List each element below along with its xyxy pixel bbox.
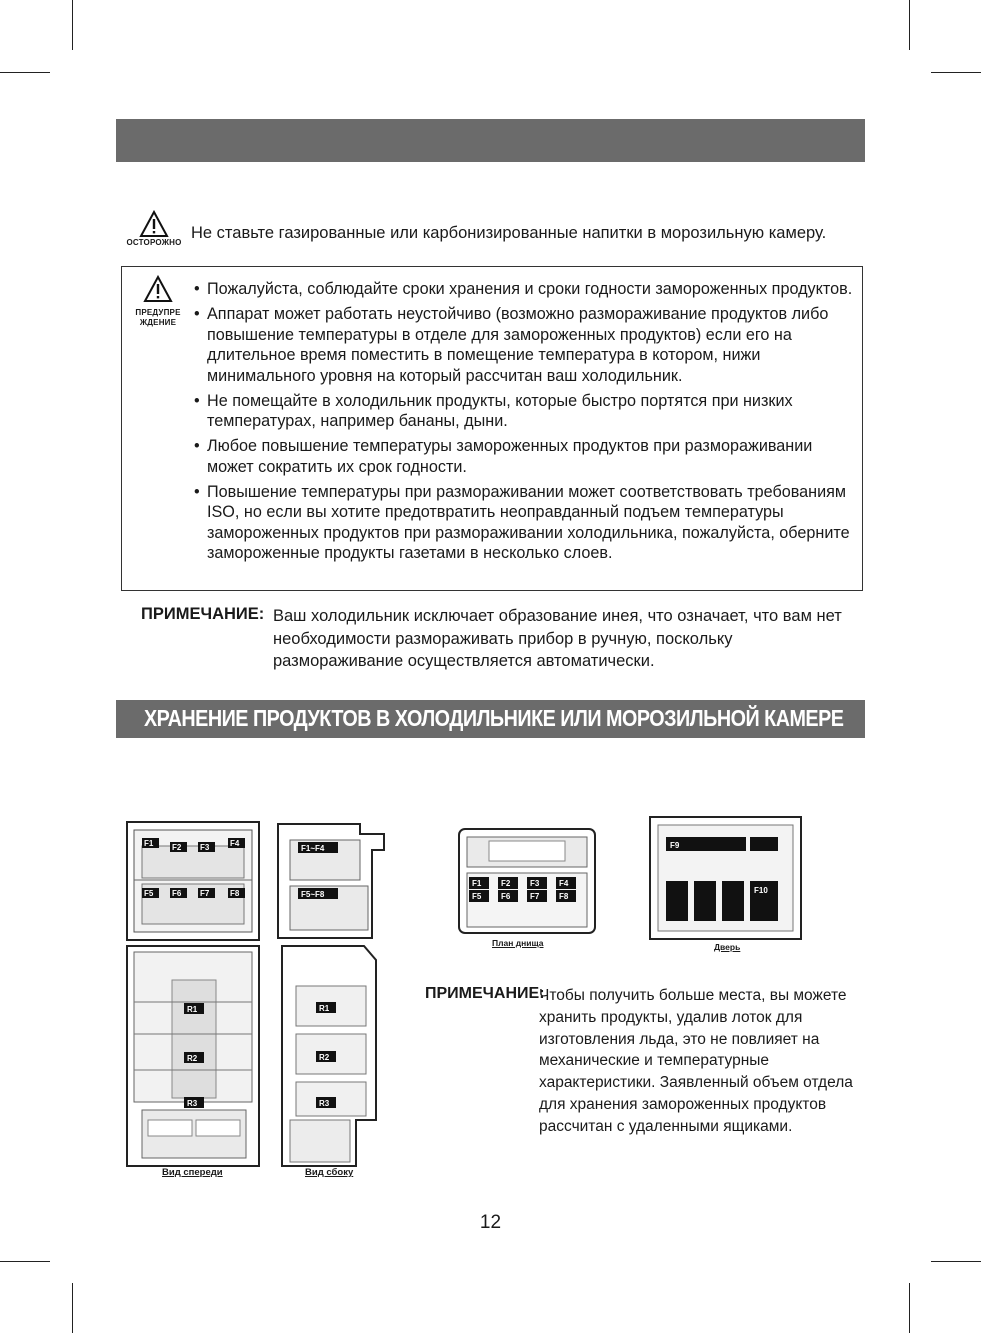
warning-icon-group bbox=[130, 275, 186, 328]
crop-mark bbox=[931, 1261, 981, 1262]
warning-label-line1: ПРЕДУПРЕ bbox=[135, 308, 181, 317]
caution-icon-group bbox=[124, 210, 184, 248]
bottom-plan-caption: План днища bbox=[492, 938, 544, 948]
tag-label: F1~F4 bbox=[301, 844, 325, 853]
caution-text: Не ставьте газированные или карбонизированные напитки в морозильную камеру. bbox=[191, 224, 827, 242]
tag-label: F5 bbox=[472, 892, 482, 901]
note-label: ПРИМЕЧАНИЕ: bbox=[425, 985, 545, 1002]
tag-label: F1 bbox=[472, 879, 482, 888]
tag-r3 bbox=[184, 1097, 204, 1108]
tag-label: R1 bbox=[319, 1004, 330, 1013]
side-view-caption: Вид сбоку bbox=[305, 1167, 354, 1178]
front-view-caption: Вид спереди bbox=[162, 1167, 223, 1178]
front-view-drawing bbox=[124, 820, 264, 1170]
tag-f6 bbox=[498, 890, 518, 902]
door-figure bbox=[648, 815, 803, 952]
tag-label: R3 bbox=[187, 1099, 198, 1108]
note-label: ПРИМЕЧАНИЕ: bbox=[141, 605, 265, 623]
front-view-figure bbox=[124, 820, 264, 1178]
caution-label: ОСТОРОЖНО bbox=[126, 238, 182, 247]
tag-f3 bbox=[198, 842, 215, 852]
tag-label: F1 bbox=[144, 839, 154, 848]
tag-label: F4 bbox=[230, 839, 240, 848]
tag-f2 bbox=[498, 877, 518, 889]
tag-label: F5~F8 bbox=[301, 890, 325, 899]
list-item: • Любое повышение температуры замороженных продуктов при размораживании может сократить их срок годности. bbox=[194, 436, 859, 477]
tag-f10 bbox=[754, 886, 768, 895]
tag-label: F7 bbox=[200, 889, 210, 898]
tag-label: R3 bbox=[319, 1099, 330, 1108]
tag-label: F7 bbox=[530, 892, 540, 901]
tag-f7 bbox=[198, 888, 215, 898]
crop-mark bbox=[909, 0, 910, 50]
tag-f5 bbox=[142, 888, 159, 898]
tag-f7 bbox=[527, 890, 547, 902]
tag-r1 bbox=[184, 1003, 204, 1014]
tag-label: F5 bbox=[144, 889, 154, 898]
crop-mark bbox=[0, 1261, 50, 1262]
crop-mark bbox=[72, 1283, 73, 1333]
tag-f8 bbox=[556, 890, 576, 902]
note-text: Чтобы получить больше места, вы можете хранить продукты, удалив лоток для изготовления льда, это не повлияет на механические и температурные характеристики. Заявленный объем отдела для хранения замороженных продуктов рассчитан с удаленными ящиками. bbox=[539, 987, 853, 1135]
warning-triangle-icon bbox=[143, 275, 173, 303]
tag-f5-f8 bbox=[298, 888, 338, 899]
list-item: • Не помещайте в холодильник продукты, которые быстро портятся при низких температурах, например бананы, дыни. bbox=[194, 391, 859, 432]
tag-f1-f4 bbox=[298, 842, 338, 853]
tag-f5 bbox=[469, 890, 489, 902]
tag-f8 bbox=[228, 888, 245, 898]
side-view-drawing bbox=[272, 820, 390, 1170]
list-item: • Аппарат может работать неустойчиво (возможно размораживание продуктов либо повышение температуры в отделе для замороженных продуктов) если его на длительное время поместить в помещение температура в котором, нижи минимального уровня на который рассчитан ваш холодильник. bbox=[194, 304, 859, 386]
tag-f6 bbox=[170, 888, 187, 898]
header-bar bbox=[116, 119, 865, 162]
crop-mark bbox=[72, 0, 73, 50]
tag-r1 bbox=[316, 1002, 336, 1013]
tag-label: F3 bbox=[200, 843, 210, 852]
side-view-figure bbox=[272, 820, 390, 1178]
tag-label: F8 bbox=[559, 892, 569, 901]
tag-f1 bbox=[142, 838, 159, 848]
tag-f2 bbox=[170, 842, 187, 852]
tag-label: F4 bbox=[559, 879, 569, 888]
section-title-bar bbox=[116, 700, 865, 738]
warning-label-line2: ЖДЕНИЕ bbox=[139, 318, 177, 327]
tag-label: R1 bbox=[187, 1005, 198, 1014]
tag-label: F8 bbox=[230, 889, 240, 898]
warning-list bbox=[194, 279, 859, 568]
bottom-plan-drawing bbox=[455, 825, 600, 937]
tag-label: F3 bbox=[530, 879, 540, 888]
page-number: 12 bbox=[479, 1212, 502, 1233]
tag-r3 bbox=[316, 1097, 336, 1108]
tag-label: R2 bbox=[187, 1054, 198, 1063]
tag-label: F6 bbox=[501, 892, 511, 901]
note-text: Ваш холодильник исключает образование инея, что означает, что вам нет необходимости размораживать прибор в ручную, поскольку размораживание осуществляется автоматически. bbox=[273, 607, 842, 670]
tag-label: F9 bbox=[670, 841, 680, 850]
door-drawing bbox=[648, 815, 803, 941]
tag-f9 bbox=[670, 841, 680, 850]
tag-f4 bbox=[228, 838, 245, 848]
tag-r2 bbox=[184, 1052, 204, 1063]
tag-label: F2 bbox=[501, 879, 511, 888]
tag-f3 bbox=[527, 877, 547, 889]
warning-box bbox=[121, 266, 863, 591]
tag-label: F2 bbox=[172, 843, 182, 852]
crop-mark bbox=[931, 72, 981, 73]
crop-mark bbox=[909, 1283, 910, 1333]
tag-r2 bbox=[316, 1051, 336, 1062]
tag-label: F6 bbox=[172, 889, 182, 898]
list-item: • Пожалуйста, соблюдайте сроки хранения и сроки годности замороженных продуктов. bbox=[194, 279, 859, 300]
section-title: ХРАНЕНИЕ ПРОДУКТОВ В ХОЛОДИЛЬНИКЕ ИЛИ МОРОЗИЛЬНОЙ КАМЕРЕ bbox=[144, 705, 844, 731]
tag-f1 bbox=[469, 877, 489, 889]
warning-triangle-icon bbox=[139, 210, 169, 238]
caution-block bbox=[116, 210, 876, 260]
tag-label: R2 bbox=[319, 1053, 330, 1062]
tag-label: F10 bbox=[754, 886, 768, 895]
tag-f4 bbox=[556, 877, 576, 889]
crop-mark bbox=[0, 72, 50, 73]
bottom-plan-figure bbox=[455, 825, 600, 948]
list-item: • Повышение температуры при размораживании может соответствовать требованиям ISO, но если вы хотите предотвратить неоправданный подъем температуры замороженных продуктов при размораживании холодильника, пожалуйста, оберните замороженные продукты газетами в несколько слоев. bbox=[194, 482, 859, 564]
door-caption: Дверь bbox=[714, 942, 741, 952]
